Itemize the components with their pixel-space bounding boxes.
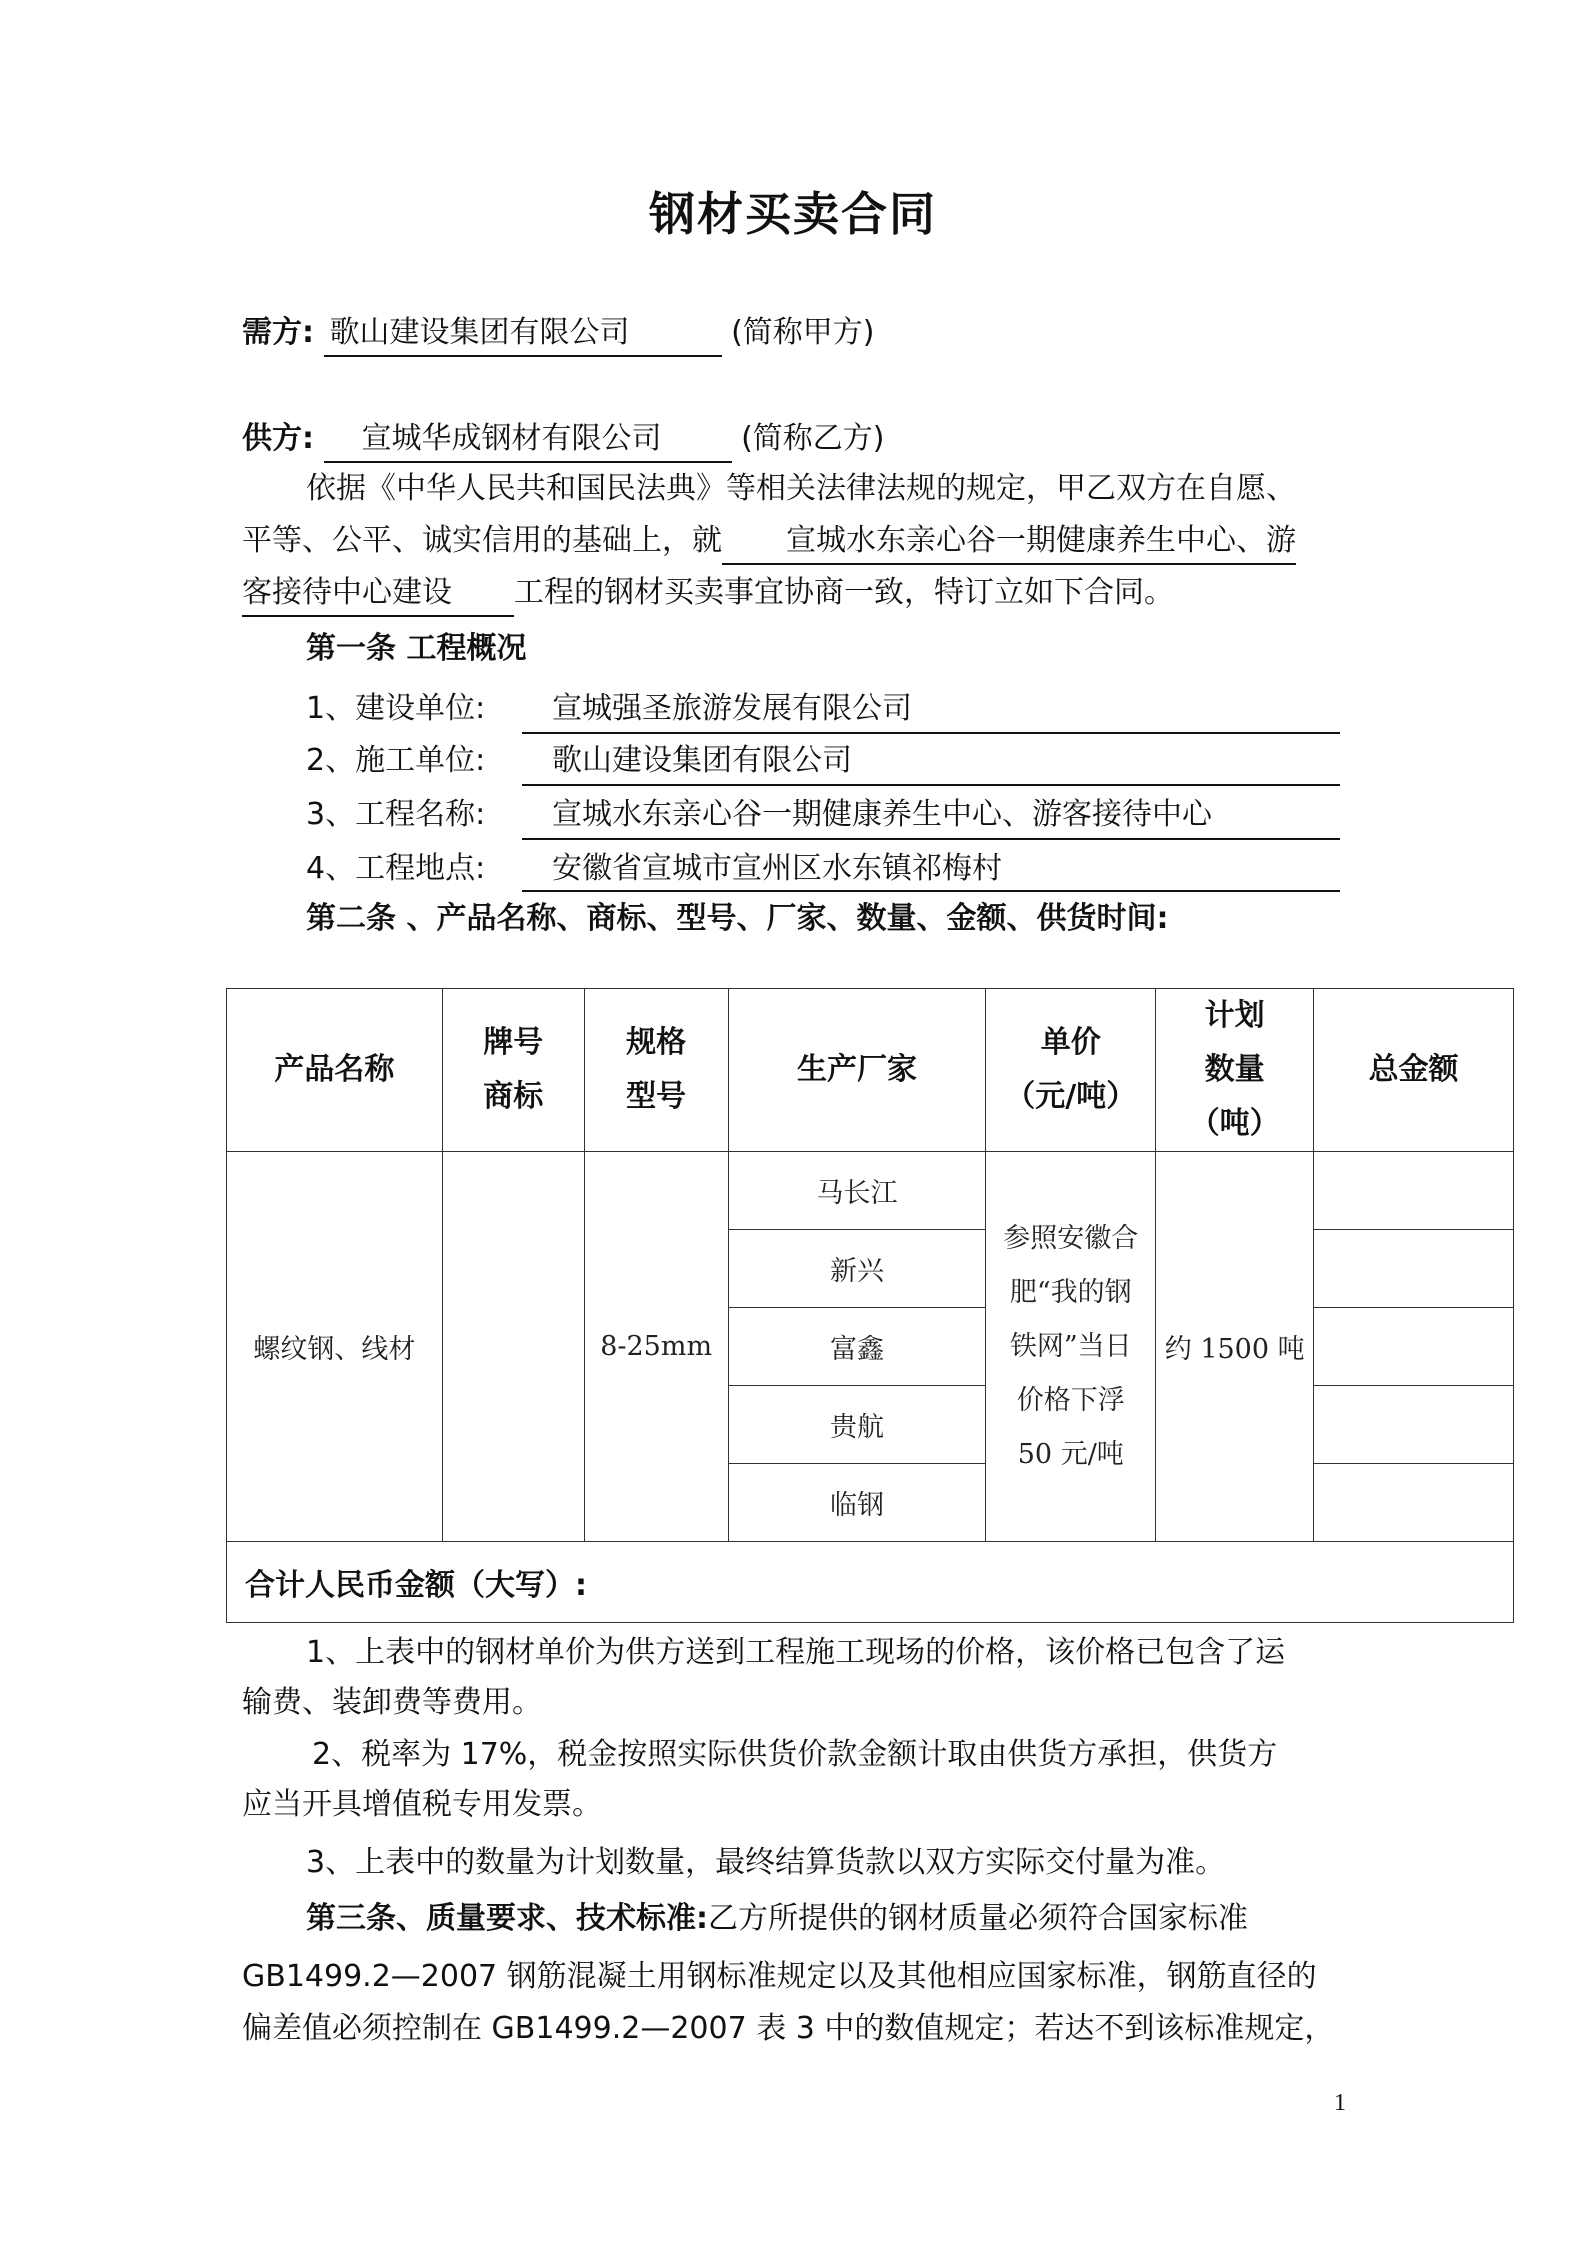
cell-total bbox=[1314, 1152, 1514, 1230]
cell-manufacturer: 临钢 bbox=[728, 1464, 986, 1542]
article-3-line-3: 偏差值必须控制在 GB1499.2—2007 表 3 中的数值规定；若达不到该标准规定， bbox=[242, 2011, 1335, 2046]
product-table bbox=[226, 988, 1514, 1623]
header-product-name: 产品名称 bbox=[227, 989, 443, 1152]
price-line: 价格下浮 bbox=[1016, 1384, 1125, 1416]
underline bbox=[522, 890, 1340, 892]
header-spec-line: 规格 bbox=[626, 1025, 687, 1060]
price-line: 铁网”当日 bbox=[1009, 1330, 1132, 1362]
table-total-row bbox=[227, 1542, 1514, 1623]
header-manufacturer: 生产厂家 bbox=[728, 989, 986, 1152]
note-2-line-2: 应当开具增值税专用发票。 bbox=[242, 1787, 602, 1822]
note-2-line-1: 2、税率为 17%，税金按照实际供货价款金额计取由供货方承担，供货方 bbox=[312, 1737, 1278, 1772]
price-line: 参照安徽合 bbox=[1003, 1222, 1139, 1254]
cell-manufacturer: 富鑫 bbox=[728, 1308, 986, 1386]
project-item-value: 宣城水东亲心谷一期健康养生中心、游客接待中心 bbox=[552, 797, 1212, 832]
header-price-line: 单价 bbox=[1040, 1025, 1101, 1060]
seller-abbr: (简称乙方) bbox=[741, 421, 885, 456]
header-qty-line: （吨） bbox=[1189, 1106, 1280, 1141]
note-1-line-1: 1、上表中的钢材单价为供方送到工程施工现场的价格，该价格已包含了运 bbox=[306, 1635, 1286, 1670]
header-price-line: （元/吨） bbox=[1005, 1079, 1137, 1114]
cell-brand bbox=[442, 1152, 584, 1542]
header-spec bbox=[584, 989, 728, 1152]
buyer-abbr: (简称甲方) bbox=[731, 315, 875, 350]
cell-total bbox=[1314, 1230, 1514, 1308]
header-qty-line: 数量 bbox=[1204, 1052, 1265, 1087]
cell-total bbox=[1314, 1386, 1514, 1464]
seller-label: 供方: bbox=[242, 421, 314, 456]
note-1-line-2: 输费、装卸费等费用。 bbox=[242, 1685, 542, 1720]
project-item-label: 1、建设单位: bbox=[306, 691, 486, 726]
project-item-3 bbox=[306, 790, 485, 840]
project-item-value: 安徽省宣城市宣州区水东镇祁梅村 bbox=[552, 851, 1002, 886]
underline bbox=[522, 784, 1340, 786]
cell-spec: 8-25mm bbox=[584, 1152, 728, 1542]
header-total-amount: 总金额 bbox=[1314, 989, 1514, 1152]
note-3: 3、上表中的数量为计划数量，最终结算货款以双方实际交付量为准。 bbox=[306, 1845, 1226, 1880]
project-item-label: 3、工程名称: bbox=[306, 797, 486, 832]
project-item-label: 4、工程地点: bbox=[306, 851, 486, 886]
page-number: 1 bbox=[1334, 2090, 1346, 2116]
header-unit-price bbox=[986, 989, 1156, 1152]
cell-product: 螺纹钢、线材 bbox=[227, 1152, 443, 1542]
intro-line-1: 依据《中华人民共和国民法典》等相关法律法规的规定，甲乙双方在自愿、 bbox=[306, 471, 1296, 506]
project-item-1 bbox=[306, 684, 485, 734]
underline bbox=[522, 838, 1340, 840]
page-title: 钢材买卖合同 bbox=[649, 187, 937, 241]
intro-project-part2: 客接待中心建设 bbox=[242, 571, 514, 617]
buyer-line bbox=[242, 308, 875, 358]
article-3-line-1 bbox=[306, 1894, 1248, 1944]
seller-name: 宣城华成钢材有限公司 bbox=[324, 417, 732, 463]
cell-manufacturer: 马长江 bbox=[728, 1152, 986, 1230]
header-brand bbox=[442, 989, 584, 1152]
header-brand-line: 牌号 bbox=[483, 1025, 544, 1060]
intro-line-3 bbox=[242, 568, 1174, 618]
article-3-text: 乙方所提供的钢材质量必须符合国家标准 bbox=[708, 1901, 1248, 1936]
article-3-heading: 第三条、质量要求、技术标准: bbox=[306, 1901, 708, 1936]
cell-manufacturer: 贵航 bbox=[728, 1386, 986, 1464]
buyer-label: 需方: bbox=[242, 315, 314, 350]
seller-line bbox=[242, 414, 885, 464]
article-2-heading: 第二条 、产品名称、商标、型号、厂家、数量、金额、供货时间: bbox=[306, 901, 1169, 936]
project-item-label: 2、施工单位: bbox=[306, 743, 486, 778]
price-line: 肥“我的钢 bbox=[1009, 1276, 1132, 1308]
cell-unit-price bbox=[986, 1152, 1156, 1542]
cell-total-rmb: 合计人民币金额（大写）: bbox=[227, 1542, 1514, 1623]
article-3-line-2: GB1499.2—2007 钢筋混凝土用钢标准规定以及其他相应国家标准，钢筋直径的 bbox=[242, 1959, 1317, 1994]
intro-line-3-text: 工程的钢材买卖事宜协商一致，特订立如下合同。 bbox=[514, 575, 1174, 610]
table-header-row bbox=[227, 989, 1514, 1152]
intro-line-2 bbox=[242, 516, 1296, 566]
project-item-value: 歌山建设集团有限公司 bbox=[552, 743, 852, 778]
underline bbox=[522, 732, 1340, 734]
project-item-4 bbox=[306, 844, 485, 894]
price-line: 50 元/吨 bbox=[1017, 1438, 1124, 1470]
intro-project-part1: 宣城水东亲心谷一期健康养生中心、游 bbox=[722, 519, 1296, 565]
intro-line-2-text: 平等、公平、诚实信用的基础上，就 bbox=[242, 523, 722, 558]
cell-total bbox=[1314, 1308, 1514, 1386]
header-spec-line: 型号 bbox=[626, 1079, 687, 1114]
article-1-heading: 第一条 工程概况 bbox=[306, 631, 527, 666]
cell-manufacturer: 新兴 bbox=[728, 1230, 986, 1308]
project-item-value: 宣城强圣旅游发展有限公司 bbox=[552, 691, 912, 726]
header-qty-line: 计划 bbox=[1204, 998, 1265, 1033]
cell-quantity: 约 1500 吨 bbox=[1156, 1152, 1314, 1542]
cell-total bbox=[1314, 1464, 1514, 1542]
header-brand-line: 商标 bbox=[483, 1079, 544, 1114]
project-item-2 bbox=[306, 736, 485, 786]
buyer-name: 歌山建设集团有限公司 bbox=[324, 311, 722, 357]
table-row bbox=[227, 1152, 1514, 1230]
header-quantity bbox=[1156, 989, 1314, 1152]
